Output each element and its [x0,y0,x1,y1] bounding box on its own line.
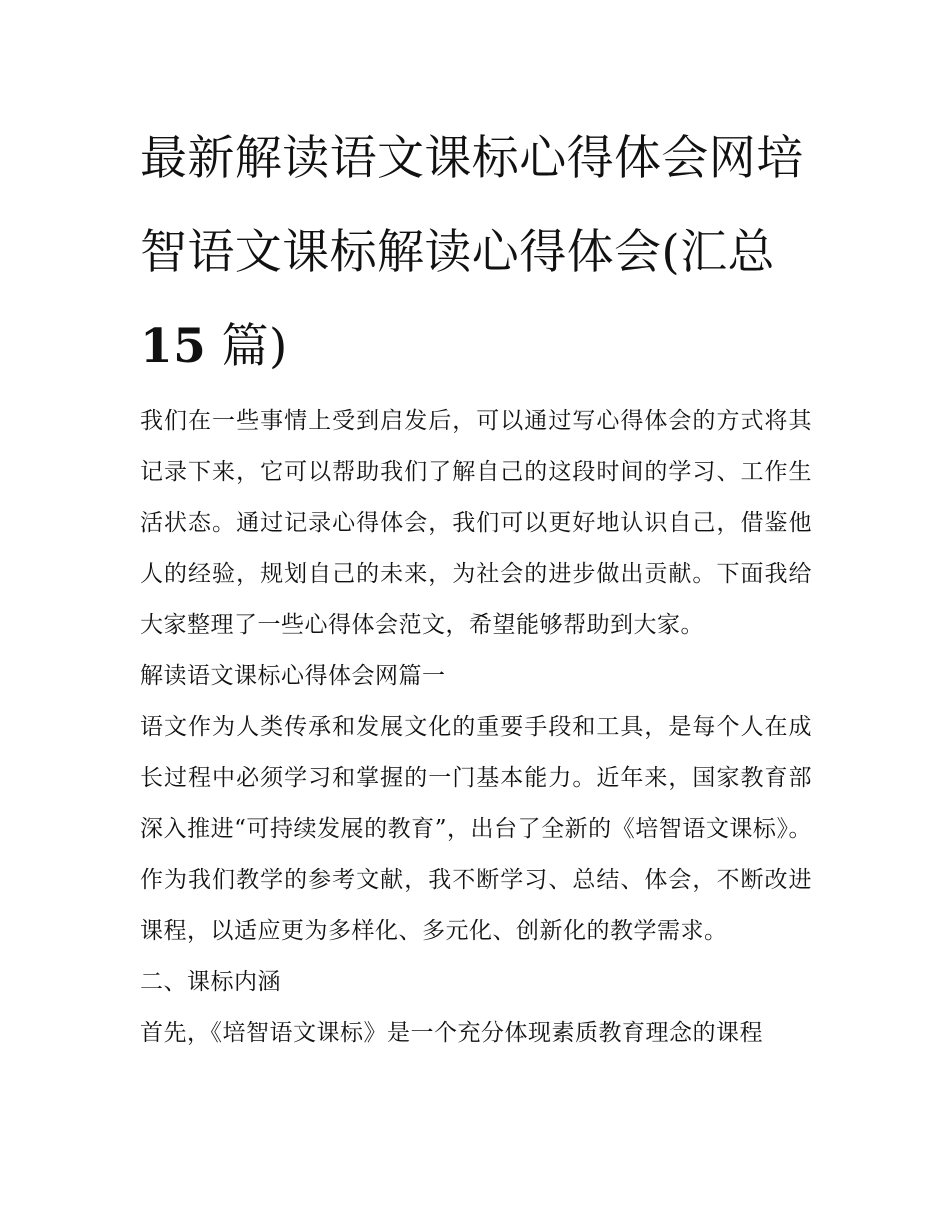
document-title [140,112,812,394]
title-number: 15 [140,319,207,374]
document-body [140,112,812,1059]
title-text-part1: 最新解读语文课标心得体会网培智语文课标解读心得体会(汇总 [140,131,804,280]
section-paragraph-2: 首先，《培智语文课标》是一个充分体现素质教育理念的课程 [140,1020,763,1046]
title-text-part2: 篇) [206,319,288,374]
intro-paragraph: 我们在一些事情上受到启发后，可以通过写心得体会的方式将其记录下来，它可以帮助我们了解自己的这段时间的学习、工作生活状态。通过记录心得体会，我们可以更好地认识自己，借鉴他人的经验，规划自己的未来，为社会的进步做出贡献。下面我给大家整理了一些心得体会范文，希望能够帮助到大家。 [140,408,812,638]
section-heading-2: 二、课标内涵 [140,969,281,995]
section-heading-1: 解读语文课标心得体会网篇一 [140,663,446,689]
section-paragraph-1: 语文作为人类传承和发展文化的重要手段和工具，是每个人在成长过程中必须学习和掌握的一门基本能力。近年来，国家教育部深入推进“可持续发展的教育”，出台了全新的《培智语文课标》。作为我们教学的参考文献，我不断学习、总结、体会，不断改进课程，以适应更为多样化、多元化、创新化的教学需求。 [140,714,812,944]
